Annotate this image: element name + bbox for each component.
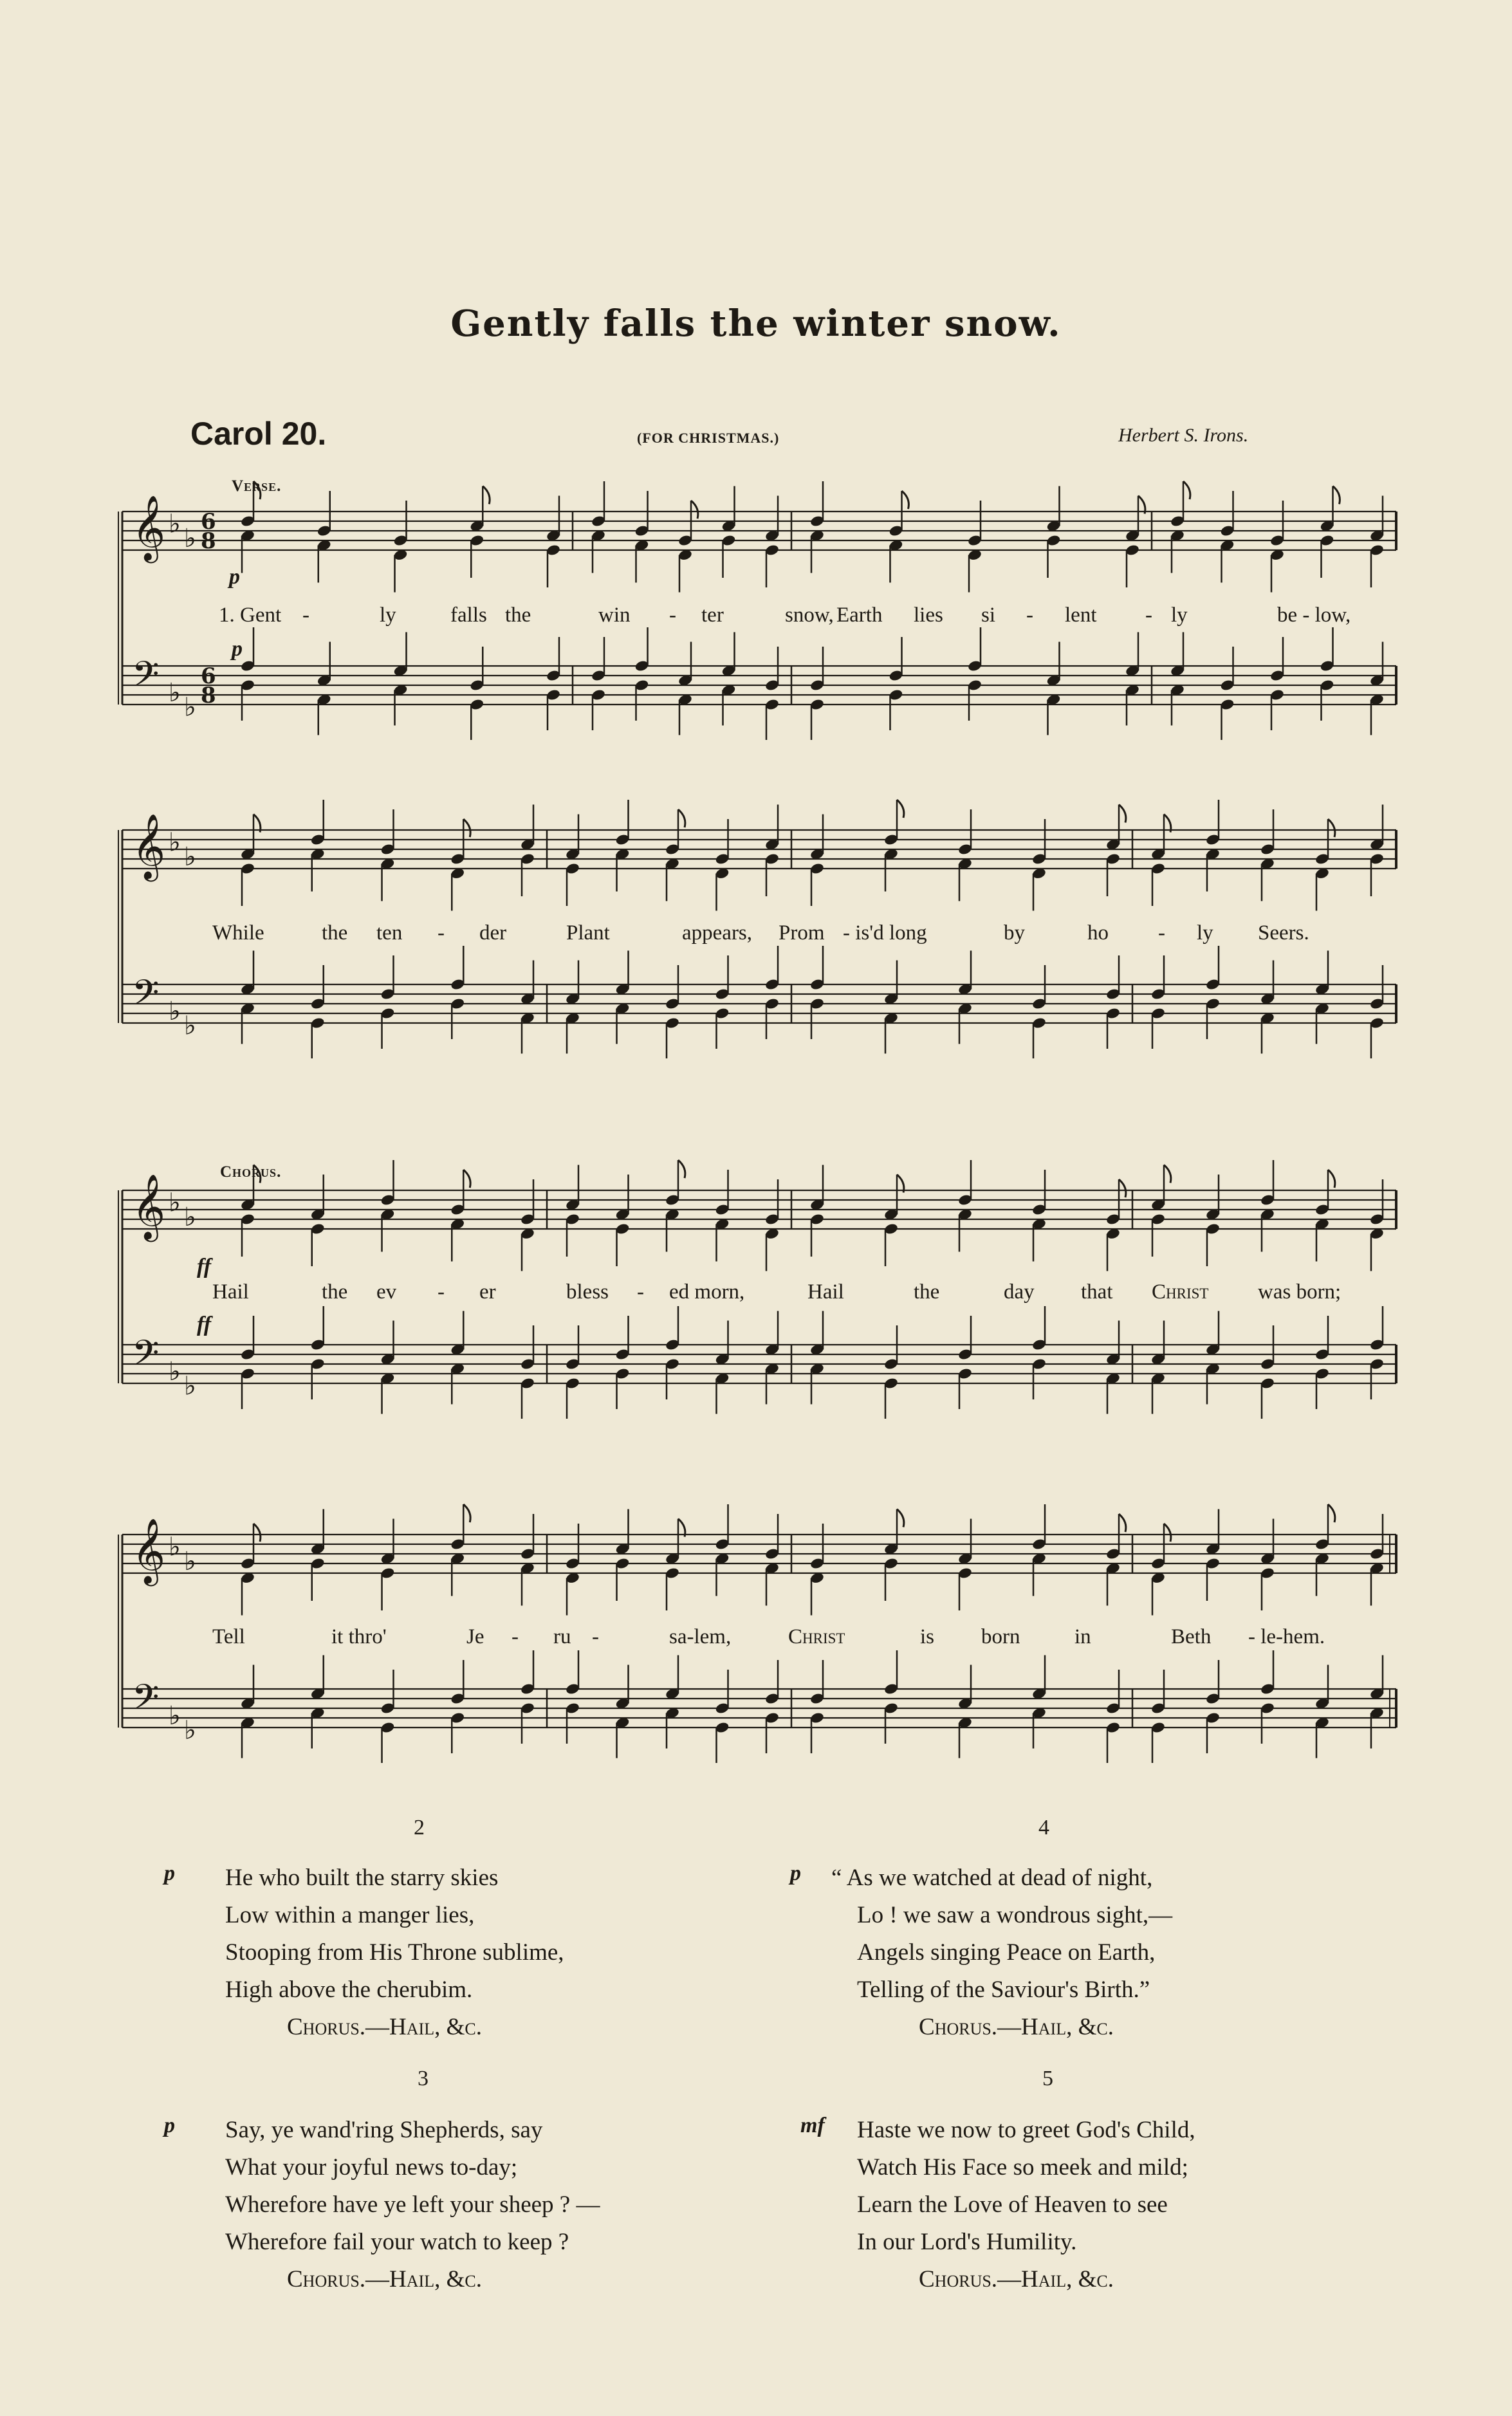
dynamic-marking: p (229, 565, 240, 589)
lyric-syllable: - is'd long (843, 921, 927, 945)
lyric-syllable: the (505, 604, 531, 627)
lyric-syllable: - (512, 1625, 519, 1648)
lyric-syllable: the (322, 921, 348, 945)
lyric-syllable: ten (376, 921, 403, 945)
treble-clef-icon: 𝄞 (132, 494, 166, 560)
stanza-line: In our Lord's Humility. (857, 2229, 1077, 2255)
lyric-syllable: er (479, 1280, 496, 1304)
lyric-syllable: - (438, 1280, 445, 1304)
note-flag (897, 800, 904, 818)
bass-clef-icon: 𝄢 (132, 1332, 160, 1382)
treble-clef-icon: 𝄞 (132, 813, 166, 879)
lyric-syllable: ru (553, 1625, 571, 1648)
stanza-number: 4 (1038, 1816, 1049, 1840)
dynamic-marking: p (232, 637, 243, 661)
note-flag (1328, 1504, 1335, 1522)
treble-clef-icon: 𝄞 (132, 1173, 166, 1239)
lyric-syllable: ho (1087, 921, 1109, 945)
time-signature: 6 (201, 663, 216, 689)
flat-icon: ♭ (184, 1547, 196, 1576)
lyric-syllable: ed morn, (669, 1280, 745, 1304)
note-flag (483, 486, 490, 504)
flat-icon: ♭ (169, 1701, 181, 1731)
composer-name: Herbert S. Irons. (1118, 425, 1249, 446)
flat-icon: ♭ (184, 524, 196, 553)
stanza-2 (225, 1859, 564, 2046)
lyric-syllable: - (1158, 921, 1165, 945)
lyric-syllable: bless (566, 1280, 609, 1304)
stanza-line: “ As we watched at dead of night, (831, 1865, 1153, 1891)
flat-icon: ♭ (169, 678, 181, 708)
stanza-line: Angels singing Peace on Earth, (857, 1939, 1156, 1966)
lyric-syllable: - (592, 1625, 599, 1648)
lyric-syllable: Plant (566, 921, 610, 945)
note-flag (1164, 1165, 1171, 1183)
stanza-dynamic: p (164, 2114, 175, 2137)
flat-icon: ♭ (169, 509, 181, 539)
stanza-line: High above the cherubim. (225, 1977, 473, 2003)
note-flag (254, 1524, 261, 1542)
occasion-label: (FOR CHRISTMAS.) (637, 430, 780, 446)
lyric-syllable: ter (701, 604, 724, 627)
stanza-line: Wherefore fail your watch to keep ? (225, 2229, 569, 2255)
section-label-chorus: Chorus. (220, 1163, 282, 1181)
lyric-syllable: is (920, 1625, 935, 1648)
flat-icon: ♭ (184, 1011, 196, 1041)
lyric-syllable: - (637, 1280, 644, 1304)
lyric-syllable: - le-hem. (1248, 1625, 1325, 1648)
flat-icon: ♭ (169, 1357, 181, 1387)
note-flag (1119, 805, 1126, 823)
stanza-line: Say, ye wand'ring Shepherds, say (225, 2117, 543, 2143)
lyric-syllable: Je (466, 1625, 484, 1648)
lyric-syllable: by (1004, 921, 1025, 945)
note-flag (1164, 1524, 1171, 1542)
flat-icon: ♭ (184, 692, 196, 723)
flat-icon: ♭ (184, 1203, 196, 1232)
lyric-syllable: - (438, 921, 445, 945)
lyric-syllable: Earth (836, 604, 883, 627)
stanza-line: Stooping from His Throne sublime, (225, 1939, 564, 1966)
lyric-syllable: it thro' (331, 1625, 387, 1648)
flat-icon: ♭ (169, 1532, 181, 1562)
lyric-syllable: - (302, 604, 309, 627)
note-flag (463, 1170, 470, 1188)
stanza-line: Wherefore have ye left your sheep ? — (225, 2191, 600, 2218)
lyric-syllable: born (981, 1625, 1020, 1648)
lyric-syllable: lent (1065, 604, 1097, 627)
note-flag (1183, 481, 1190, 499)
lyric-syllable: Christ (788, 1625, 845, 1648)
stanza-dynamic: p (164, 1861, 175, 1885)
lyric-syllable: lies (914, 604, 943, 627)
note-flag (678, 809, 685, 827)
note-flag (1119, 1179, 1126, 1197)
stanza-line: He who built the starry skies (225, 1865, 499, 1891)
section-label-verse: Verse. (232, 477, 282, 495)
lyric-syllable: win (598, 604, 631, 627)
lyric-syllable: si (981, 604, 996, 627)
lyric-syllable: - (669, 604, 676, 627)
time-signature: 8 (201, 528, 216, 554)
lyric-syllable: Christ (1152, 1280, 1209, 1304)
lyric-syllable: the (322, 1280, 348, 1304)
lyric-syllable: appears, (682, 921, 753, 945)
flat-icon: ♭ (169, 1188, 181, 1218)
lyric-syllable: ev (376, 1280, 397, 1304)
note-flag (902, 491, 909, 509)
lyric-syllable: in (1074, 1625, 1091, 1648)
stanza-5 (857, 2112, 1195, 2298)
lyric-syllable: Prom (779, 921, 825, 945)
bass-clef-icon: 𝄢 (132, 972, 160, 1022)
flat-icon: ♭ (184, 842, 196, 872)
lyric-syllable: the (914, 1280, 940, 1304)
time-signature: 8 (201, 683, 216, 708)
flat-icon: ♭ (169, 827, 181, 858)
stanza-line: Lo ! we saw a wondrous sight,— (857, 1902, 1173, 1928)
lyric-syllable: ly (1197, 921, 1213, 945)
time-signature: 6 (201, 509, 216, 535)
stanza-chorus: Chorus.—Hail, &c. (919, 2014, 1114, 2040)
lyric-syllable: der (479, 921, 507, 945)
lyric-syllable: Seers. (1258, 921, 1309, 945)
hymn-title: Gently falls the winter snow. (450, 302, 1062, 345)
note-flag (463, 819, 470, 837)
lyric-syllable: - (1026, 604, 1033, 627)
bass-clef-icon: 𝄢 (132, 654, 160, 703)
stanza-line: Haste we now to greet God's Child, (857, 2117, 1195, 2143)
stanza-number: 3 (418, 2067, 429, 2090)
lyric-syllable: While (212, 921, 264, 945)
note-flag (691, 501, 698, 519)
stanza-chorus: Chorus.—Hail, &c. (287, 2014, 482, 2040)
lyric-syllable: falls (450, 604, 487, 627)
stanza-line: Watch His Face so meek and mild; (857, 2154, 1188, 2181)
treble-clef-icon: 𝄞 (132, 1517, 166, 1583)
lyric-syllable: Hail (807, 1280, 844, 1304)
lyric-syllable: snow, (785, 604, 834, 627)
stanza-line: What your joyful news to-day; (225, 2154, 518, 2181)
lyric-syllable: ly (1171, 604, 1188, 627)
dynamic-marking: ff (197, 1313, 212, 1336)
stanza-3 (225, 2112, 600, 2298)
note-flag (463, 1504, 470, 1522)
note-flag (1333, 486, 1340, 504)
note-flag (678, 1160, 685, 1178)
flat-icon: ♭ (184, 1371, 196, 1401)
lyric-syllable: - (1145, 604, 1152, 627)
stanza-line: Telling of the Saviour's Birth.” (857, 1977, 1150, 2003)
lyric-syllable: Tell (212, 1625, 245, 1648)
lyric-syllable: was born; (1258, 1280, 1341, 1304)
stanza-chorus: Chorus.—Hail, &c. (287, 2266, 482, 2292)
lyric-syllable: sa-lem, (669, 1625, 732, 1648)
stanza-dynamic: mf (800, 2114, 825, 2137)
stanza-number: 5 (1042, 2067, 1053, 2090)
flat-icon: ♭ (169, 997, 181, 1026)
dynamic-marking: ff (197, 1255, 212, 1278)
note-flag (897, 1509, 904, 1527)
lyric-syllable: that (1081, 1280, 1113, 1304)
lyric-syllable: ly (380, 604, 396, 627)
lyric-syllable: 1. Gent (219, 604, 282, 627)
lyric-syllable: day (1004, 1280, 1035, 1304)
lyric-syllable: Hail (212, 1280, 249, 1304)
note-flag (1328, 819, 1335, 837)
lyric-syllable: be - low, (1277, 604, 1351, 627)
note-flag (1328, 1170, 1335, 1188)
stanza-number: 2 (414, 1816, 425, 1840)
flat-icon: ♭ (184, 1715, 196, 1746)
stanza-chorus: Chorus.—Hail, &c. (919, 2266, 1114, 2292)
stanza-4 (831, 1859, 1172, 2046)
note-flag (1119, 1514, 1126, 1532)
stanza-line: Learn the Love of Heaven to see (857, 2191, 1168, 2218)
bass-clef-icon: 𝄢 (132, 1677, 160, 1726)
stanza-line: Low within a manger lies, (225, 1902, 475, 1928)
lyric-syllable: Beth (1171, 1625, 1212, 1648)
stanza-dynamic: p (790, 1861, 801, 1885)
carol-number: Carol 20. (190, 416, 327, 452)
